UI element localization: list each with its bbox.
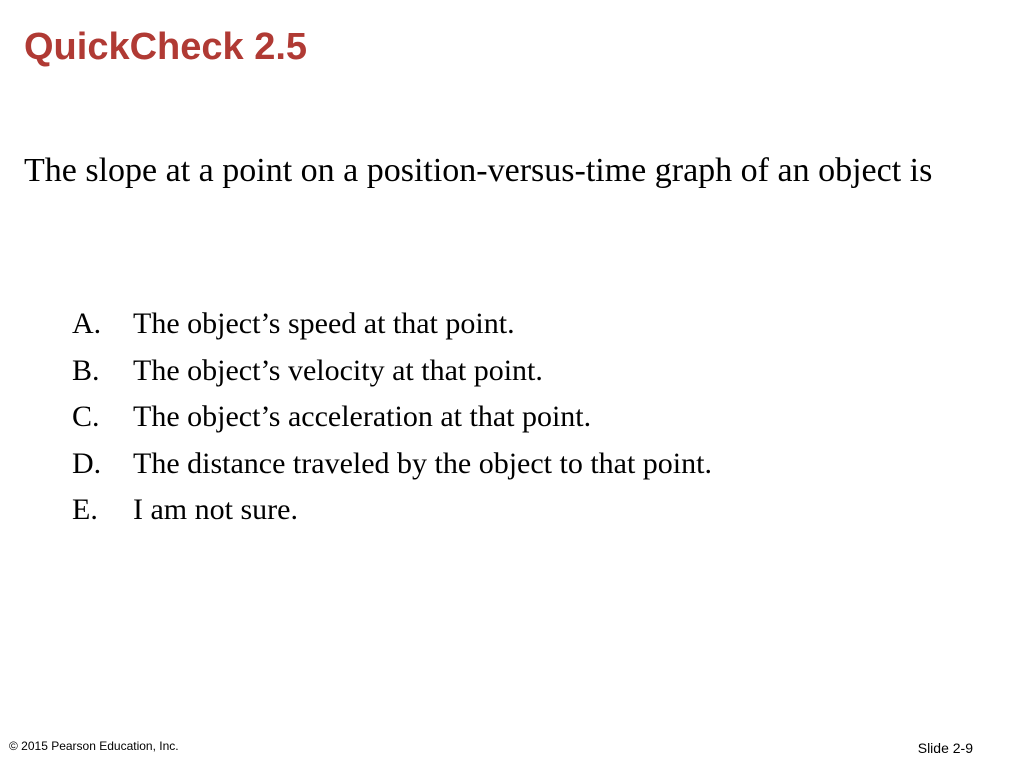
- option-c: [72, 394, 712, 441]
- option-text: I am not sure.: [133, 493, 298, 526]
- option-letter: A.: [72, 307, 102, 340]
- slide-number: Slide 2-9: [917, 740, 973, 756]
- option-text: The distance traveled by the object to that point.: [133, 446, 712, 480]
- copyright-notice: © 2015 Pearson Education, Inc.: [9, 739, 179, 753]
- option-d: [72, 441, 712, 488]
- option-b: [72, 348, 712, 395]
- option-letter: E.: [72, 493, 98, 526]
- option-e: [72, 487, 712, 534]
- option-letter: D.: [72, 446, 102, 480]
- option-text: The object’s velocity at that point.: [133, 353, 543, 387]
- option-letter: B.: [72, 353, 100, 387]
- question-text: The slope at a point on a position-versus-time graph of an object is: [24, 152, 933, 189]
- answer-options-list: [72, 301, 712, 534]
- option-text: The object’s speed at that point.: [133, 307, 515, 340]
- option-letter: C.: [72, 400, 100, 433]
- option-text: The object’s acceleration at that point.: [133, 400, 592, 433]
- slide-title: QuickCheck 2.5: [24, 26, 308, 68]
- option-a: [72, 301, 712, 348]
